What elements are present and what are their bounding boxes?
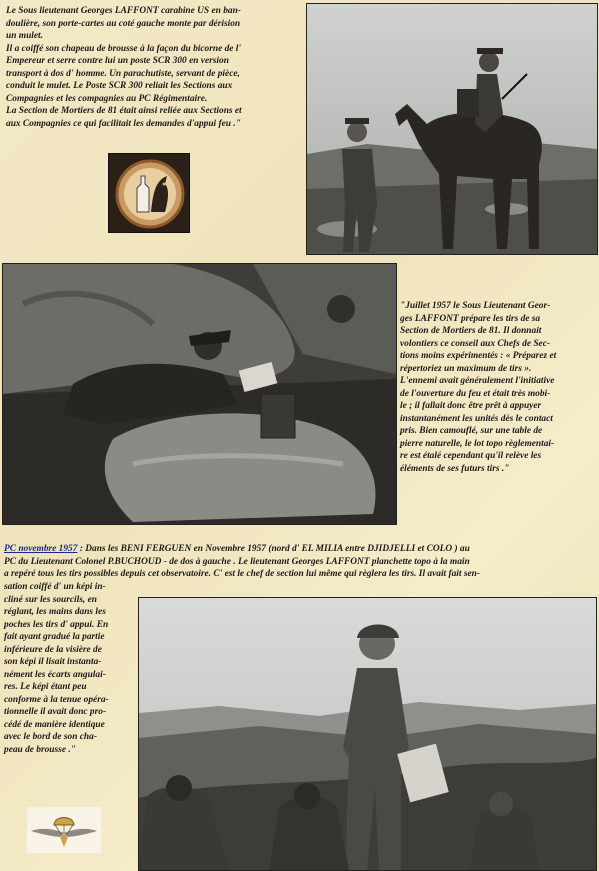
bottom-intro-text: : Dans les BENI FERGUEN en Novembre 1957 (nord d' EL MILIA entre DJIDJELLI et COLO ) au (77, 544, 470, 554)
paratrooper-wings-icon (27, 807, 101, 853)
mule-photo (306, 3, 598, 255)
middle-caption-line: "Juillet 1957 le Sous Lieutenant Geor- (400, 301, 551, 311)
top-caption-line: aux Compagnies ce qui facilitait les demandes d'appui feu ." (6, 118, 241, 129)
bottom-narrow-line: son képi il lisait instanta- (4, 657, 102, 667)
middle-caption-line: re est étalé cependant qu'il relève les (400, 451, 542, 461)
middle-caption-line: Section de Mortiers de 81. Il donnait (400, 326, 542, 336)
middle-caption (400, 300, 593, 475)
bottom-narrow-line: poches les tirs d' appui. En (4, 619, 109, 630)
rock-photo (2, 263, 397, 525)
top-caption-line: Il a coiffé son chapeau de brousse à la façon du bicorne de l' (6, 43, 241, 54)
top-caption-line: Le Sous lieutenant Georges LAFFONT carabine US en ban- (6, 6, 241, 16)
regiment-badge-image (108, 153, 190, 233)
top-caption-line: un mulet. (6, 31, 43, 41)
observatory-photo (138, 597, 597, 871)
top-caption-line: La Section de Mortiers de 81 était ainsi reliée aux Sections et (6, 106, 242, 116)
bottom-narrow-line: cédé de manière identique (4, 719, 105, 730)
bottom-narrow-line: avec le bord de son cha- (4, 732, 97, 742)
bottom-narrow-caption (4, 581, 132, 756)
bottom-narrow-line: inférieure de la visière de (4, 644, 102, 655)
bottom-wide-line: PC du Lieutenant Colonel P.BUCHOUD - de dos à gauche . Le lieutenant Georges LAFFONT planchette topo à la main (4, 556, 470, 567)
bottom-narrow-line: peau de brousse ." (4, 744, 76, 755)
bottom-narrow-line: res. Le képi étant peu (4, 682, 87, 692)
pc-novembre-link[interactable]: PC novembre 1957 (4, 544, 78, 554)
bottom-narrow-line: sation coiffé d' un képi in- (4, 582, 106, 592)
bottom-intro-first-line (4, 543, 596, 556)
bottom-narrow-line: conforme à la tenue opéra- (4, 694, 109, 705)
middle-caption-line: instantanément les unités dès le contact (400, 413, 553, 424)
middle-caption-line: répertoriez un maximum de tirs ». (400, 363, 532, 374)
top-caption-line: conduit le mulet. Le Poste SCR 300 reliait les Sections aux (6, 81, 233, 91)
middle-caption-line: ges LAFFONT prépare les tirs de sa (400, 313, 541, 324)
bottom-intro (4, 543, 596, 581)
top-caption-line: doulière, son porte-cartes au coté gauche monte par dérision (6, 18, 241, 29)
bottom-narrow-line: cliné sur les sourcils, en (4, 594, 97, 605)
middle-caption-line: L'ennemi avait généralement l'initiative (400, 376, 555, 386)
top-caption-line: transport à dos d' homme. Un parachutiste, servant de pièce, (6, 68, 240, 79)
middle-caption-line: le ; il fallait donc être prêt à appuyer (400, 401, 542, 411)
middle-caption-line: tions moins expérimentés : « Préparez et (400, 351, 557, 361)
top-caption-line: Empereur et serre contre lui un poste SCR 300 en version (6, 56, 229, 66)
middle-caption-line: pris. Bien camouflé, sur une table de (400, 426, 543, 436)
bottom-narrow-line: tionnelle il avait donc pro- (4, 707, 107, 717)
bottom-wide-line: a repéré tous les tirs possibles depuis cet observatoire. C' est le chef de section lui même qui règlera les tirs. Il avait fait sen- (4, 569, 481, 579)
top-caption-line: Compagnies et les compagnies au PC Régimentaire. (6, 93, 208, 104)
bottom-narrow-line: fait ayant gradué la partie (4, 632, 105, 642)
bottom-narrow-line: nément les écarts angulai- (4, 669, 106, 680)
top-caption (6, 5, 302, 130)
middle-caption-line: éléments de ses futurs tirs ." (400, 463, 510, 474)
middle-caption-line: pierre naturelle, le lot topo règlementai- (400, 438, 555, 449)
bottom-narrow-line: réglant, les mains dans les (4, 607, 106, 617)
middle-caption-line: volontiers ce conseil aux Chefs de Sec- (400, 338, 550, 349)
middle-caption-line: de l'ouverture du feu et était très mobi- (400, 388, 551, 399)
